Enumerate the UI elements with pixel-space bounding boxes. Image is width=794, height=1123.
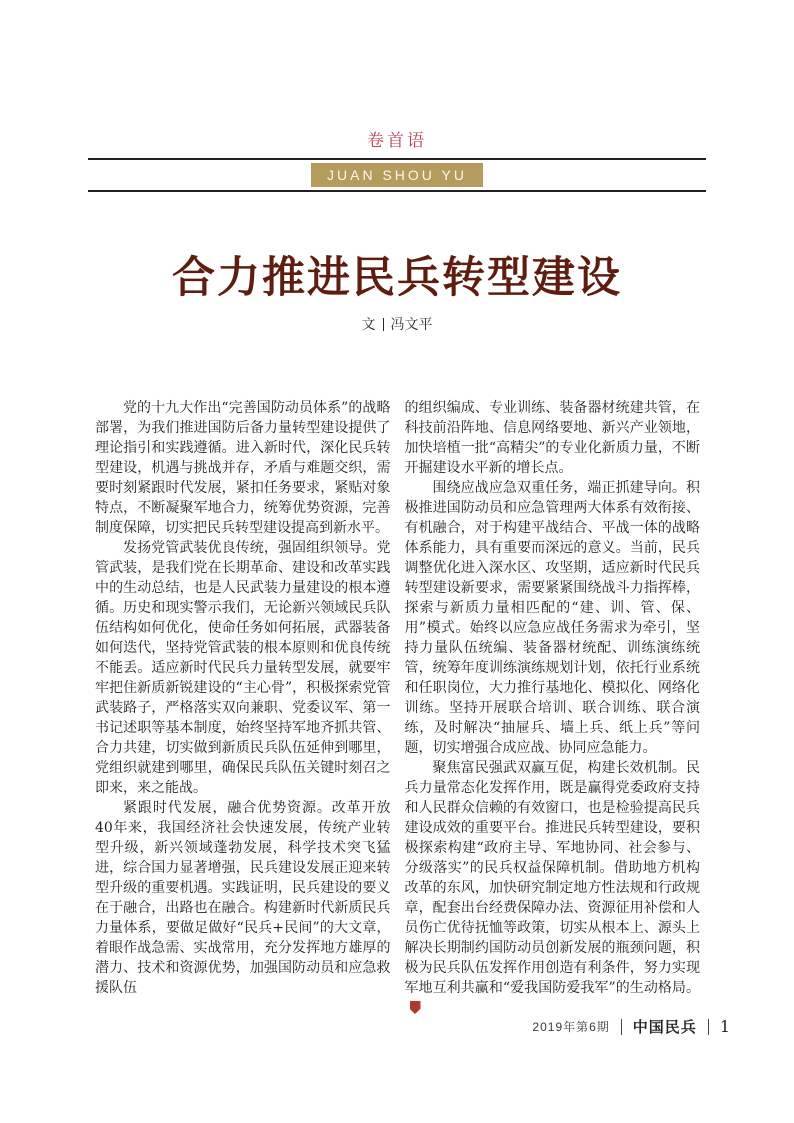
footer-magazine-name: 中国民兵 bbox=[632, 1019, 697, 1036]
footer-divider bbox=[621, 1019, 622, 1035]
pinyin-badge-row bbox=[88, 160, 706, 190]
byline-author: 冯文平 bbox=[390, 317, 433, 333]
footer-page-number: 1 bbox=[719, 1017, 730, 1036]
article-body bbox=[95, 398, 700, 1018]
section-label: 卷首语 bbox=[367, 131, 427, 150]
section-pinyin-badge: JUAN SHOU YU bbox=[311, 163, 483, 187]
paragraph bbox=[405, 758, 701, 1018]
paragraph: 党的十九大作出“完善国防动员体系”的战略部署，为我们推进国防后备力量转型建设提供了理论指引和实践遵循。进入新时代，深化民兵转型建设，机遇与挑战并存，矛盾与难题交织，需要时刻紧跟时代发展，紧扣任务要求，紧贴对象特点，不断凝聚军地合力，统筹优势资源，完善制度保障，切实把民兵转型建设提高到新水平。 bbox=[95, 400, 391, 536]
paragraph: 紧跟时代发展，融合优势资源。改革开放40年来，我国经济社会快速发展，传统产业转型升级，新兴领域蓬勃发展，科学技术突飞猛进，综合国力显著增强，民兵建设发展正迎来转型升级的重要机遇。实践证明，民兵建设的要义在于融合，出路也在融合。构建新时代新质民兵力量体系，要做足做好“民兵+民间”的大文章，着眼作战急需、实战常用，充分发挥地方雄厚的潜力、技术和资源优势，加强国防动员和应急救援队伍 bbox=[95, 800, 391, 996]
right-column bbox=[405, 398, 701, 1018]
masthead-rule-bottom bbox=[88, 190, 706, 192]
footer-divider bbox=[708, 1019, 709, 1035]
byline bbox=[0, 314, 794, 334]
footer-issue: 2019年第6期 bbox=[532, 1020, 610, 1034]
byline-divider bbox=[383, 318, 384, 331]
paragraph: 围绕应战应急双重任务，端正抓建导向。积极推进国防动员和应急管理两大体系有效衔接、有机融合，对于构建平战结合、平战一体的战略体系能力，具有重要而深远的意义。当前，民兵调整优化进入深水区、攻坚期，适应新时代民兵转型建设新要求，需要紧紧围绕战斗力指挥棒，探索与新质力量相匹配的“建、训、管、保、用”模式。始终以应急应战任务需求为牵引，坚持力量队伍统编、装备器材统配、训练演练统管，统筹年度训练演练规划计划，依托行业系统和任职岗位，大力推行基地化、模拟化、网络化训练。坚持开展联合培训、联合训练、联合演练，及时解决“抽屉兵、墙上兵、纸上兵”等问题，切实增强合成应战、协同应急能力。 bbox=[404, 480, 700, 756]
article-title: 合力推进民兵转型建设 bbox=[172, 254, 622, 302]
page-footer bbox=[532, 1016, 730, 1037]
paragraph-continuation: 的组织编成、专业训练、装备器材统建共管，在科技前沿阵地、信息网络要地、新兴产业领地，加快培植一批“高精尖”的专业化新质力量，不断开掘建设水平新的增长点。 bbox=[404, 400, 700, 476]
paragraph-text: 聚焦富民强武双赢互促，构建长效机制。民兵力量常态化发挥作用，既是赢得党委政府支持和人民群众信赖的有效窗口，也是检验提高民兵建设成效的重要平台。推进民兵转型建设，要积极探索构建“政府主导、军地协同、社会参与、分级落实”的民兵权益保障机制。借助地方机构改革的东风，加快研究制定地方性法规和行政规章，配套出台经费保障办法、资源征用补偿和人员伤亡优待抚恤等政策，切实从根本上、源头上解决长期制约国防动员创新发展的瓶颈问题，积极为民兵队伍发挥作用创造有利条件，努力实现军地互利共赢和“爱我国防爱我军”的生动格局。 bbox=[404, 760, 700, 996]
masthead bbox=[88, 126, 706, 192]
left-column bbox=[95, 398, 391, 1018]
article-end-shield-icon bbox=[410, 1001, 421, 1014]
byline-prefix: 文 bbox=[361, 317, 376, 333]
paragraph: 发扬党管武装优良传统，强固组织领导。党管武装，是我们党在长期革命、建设和改革实践中的生动总结，也是人民武装力量建设的根本遵循。历史和现实警示我们，无论新兴领域民兵队伍结构如何优化，使命任务如何拓展，武器装备如何迭代，坚持党管武装的根本原则和优良传统不能丢。适应新时代民兵力量转型发展，就要牢牢把住新质新锐建设的“主心骨”，积极探索党管武装路子，严格落实双向兼职、党委议军、第一书记述职等基本制度，始终坚持军地齐抓共管、合力共建，切实做到新质民兵队伍延伸到哪里，党组织就建到哪里，确保民兵队伍关键时刻召之即来，来之能战。 bbox=[95, 540, 391, 796]
